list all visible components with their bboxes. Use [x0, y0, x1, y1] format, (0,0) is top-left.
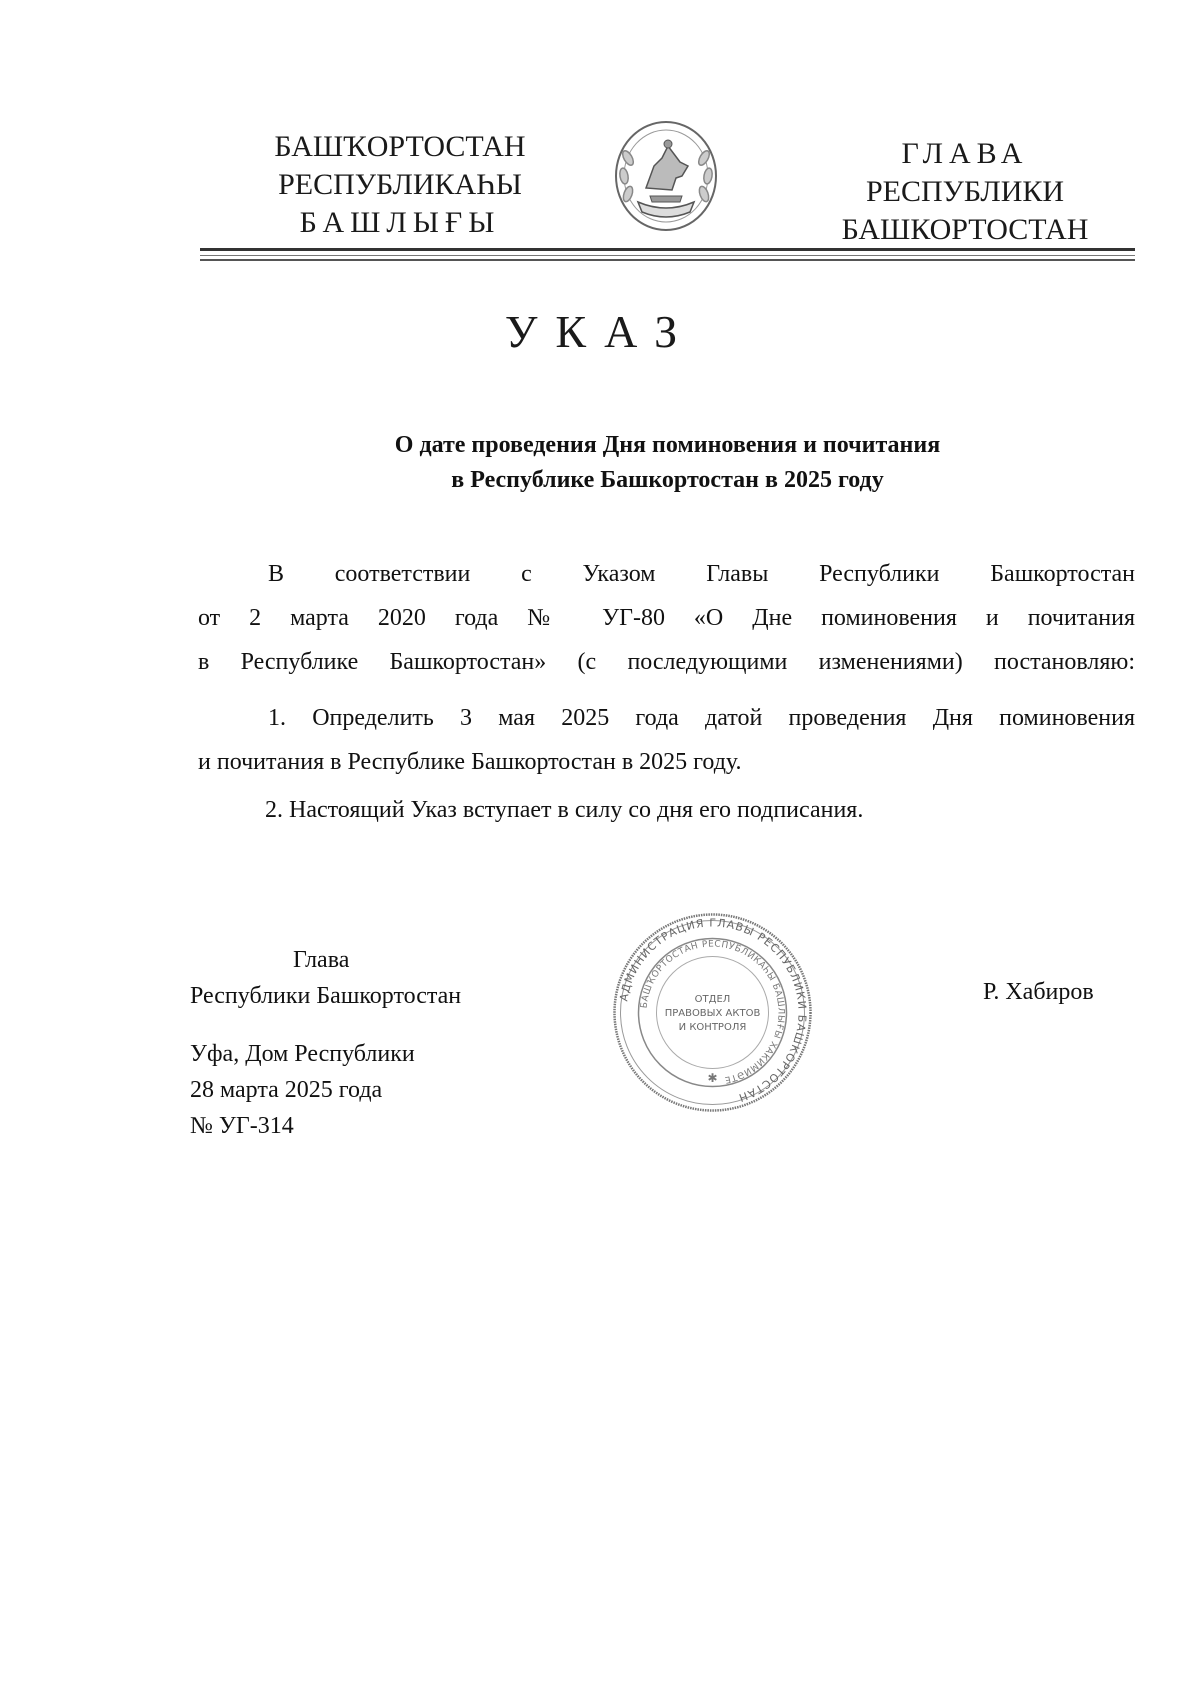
intro-line-1: В соответствии с Указом Главы Республики Башкортостан	[268, 561, 1135, 587]
stamp-outer-ring-text: АДМИНИСТРАЦИЯ ГЛАВЫ РЕСПУБЛИКИ БАШКОРТОСТАН	[617, 916, 809, 1105]
header-left-line-1: БАШҠОРТОСТАН	[274, 130, 526, 163]
header-divider	[200, 248, 1135, 251]
decree-item-1	[198, 696, 1135, 784]
intro-line-2: от 2 марта 2020 года № УГ-80 «О Дне поминовения и почитания	[198, 605, 1135, 631]
header-right-line-2: РЕСПУБЛИКИ	[865, 175, 1065, 208]
signer-name: Р. Хабиров	[983, 979, 1094, 1005]
document-title: УКАЗ	[504, 306, 696, 357]
header-russian-title	[800, 135, 1130, 249]
subject-line-2: в Республике Башкортостан в 2025 году	[451, 467, 884, 493]
stamp-star-icon: ✱	[707, 1071, 718, 1085]
decree-number: № УГ-314	[190, 1113, 294, 1139]
decree-item-2	[198, 788, 1135, 832]
header-right-line-3: БАШКОРТОСТАН	[841, 213, 1089, 246]
header-divider-bottom	[200, 259, 1135, 261]
position-line-1: Глава	[293, 947, 350, 973]
subject-line-1: О дате проведения Дня поминовения и почитания	[394, 432, 941, 458]
header-left-line-3: БАШЛЫҒЫ	[299, 206, 501, 239]
official-stamp	[610, 910, 815, 1115]
header-left-line-2: РЕСПУБЛИКАҺЫ	[278, 168, 522, 201]
stamp-center-line-3: И КОНТРОЛЯ	[678, 1022, 747, 1033]
position-line-2: Республики Башкортостан	[190, 983, 462, 1009]
item1-line-2: и почитания в Республике Башкортостан в 2025 году.	[198, 749, 742, 775]
header-right-line-1: ГЛАВА	[901, 137, 1029, 170]
item2-line: 2. Настоящий Указ вступает в силу со дня его подписания.	[265, 797, 864, 823]
issuance-place: Уфа, Дом Республики	[190, 1041, 415, 1067]
stamp-center-line-1: ОТДЕЛ	[694, 994, 731, 1005]
header-divider-thin	[200, 255, 1135, 256]
decree-issuance-details	[190, 1036, 415, 1144]
header-bashkir-title	[235, 128, 565, 242]
stamp-inner-ring-text: БАШҠОРТОСТАН РЕСПУБЛИКАҺЫ БАШЛЫҒЫ ХАКИМИӘТЕ	[639, 939, 786, 1085]
issuance-date: 28 марта 2025 года	[190, 1077, 383, 1103]
stamp-center-line-2: ПРАВОВЫХ АКТОВ	[664, 1008, 761, 1019]
intro-paragraph	[198, 552, 1135, 684]
coat-of-arms-icon	[610, 118, 722, 234]
decree-subject	[200, 428, 1135, 498]
signatory-position	[190, 942, 461, 1014]
item1-line-1: 1. Определить 3 мая 2025 года датой проведения Дня поминовения	[268, 705, 1135, 731]
intro-line-3: в Республике Башкортостан» (с последующими изменениями) постановляю:	[198, 649, 1135, 675]
